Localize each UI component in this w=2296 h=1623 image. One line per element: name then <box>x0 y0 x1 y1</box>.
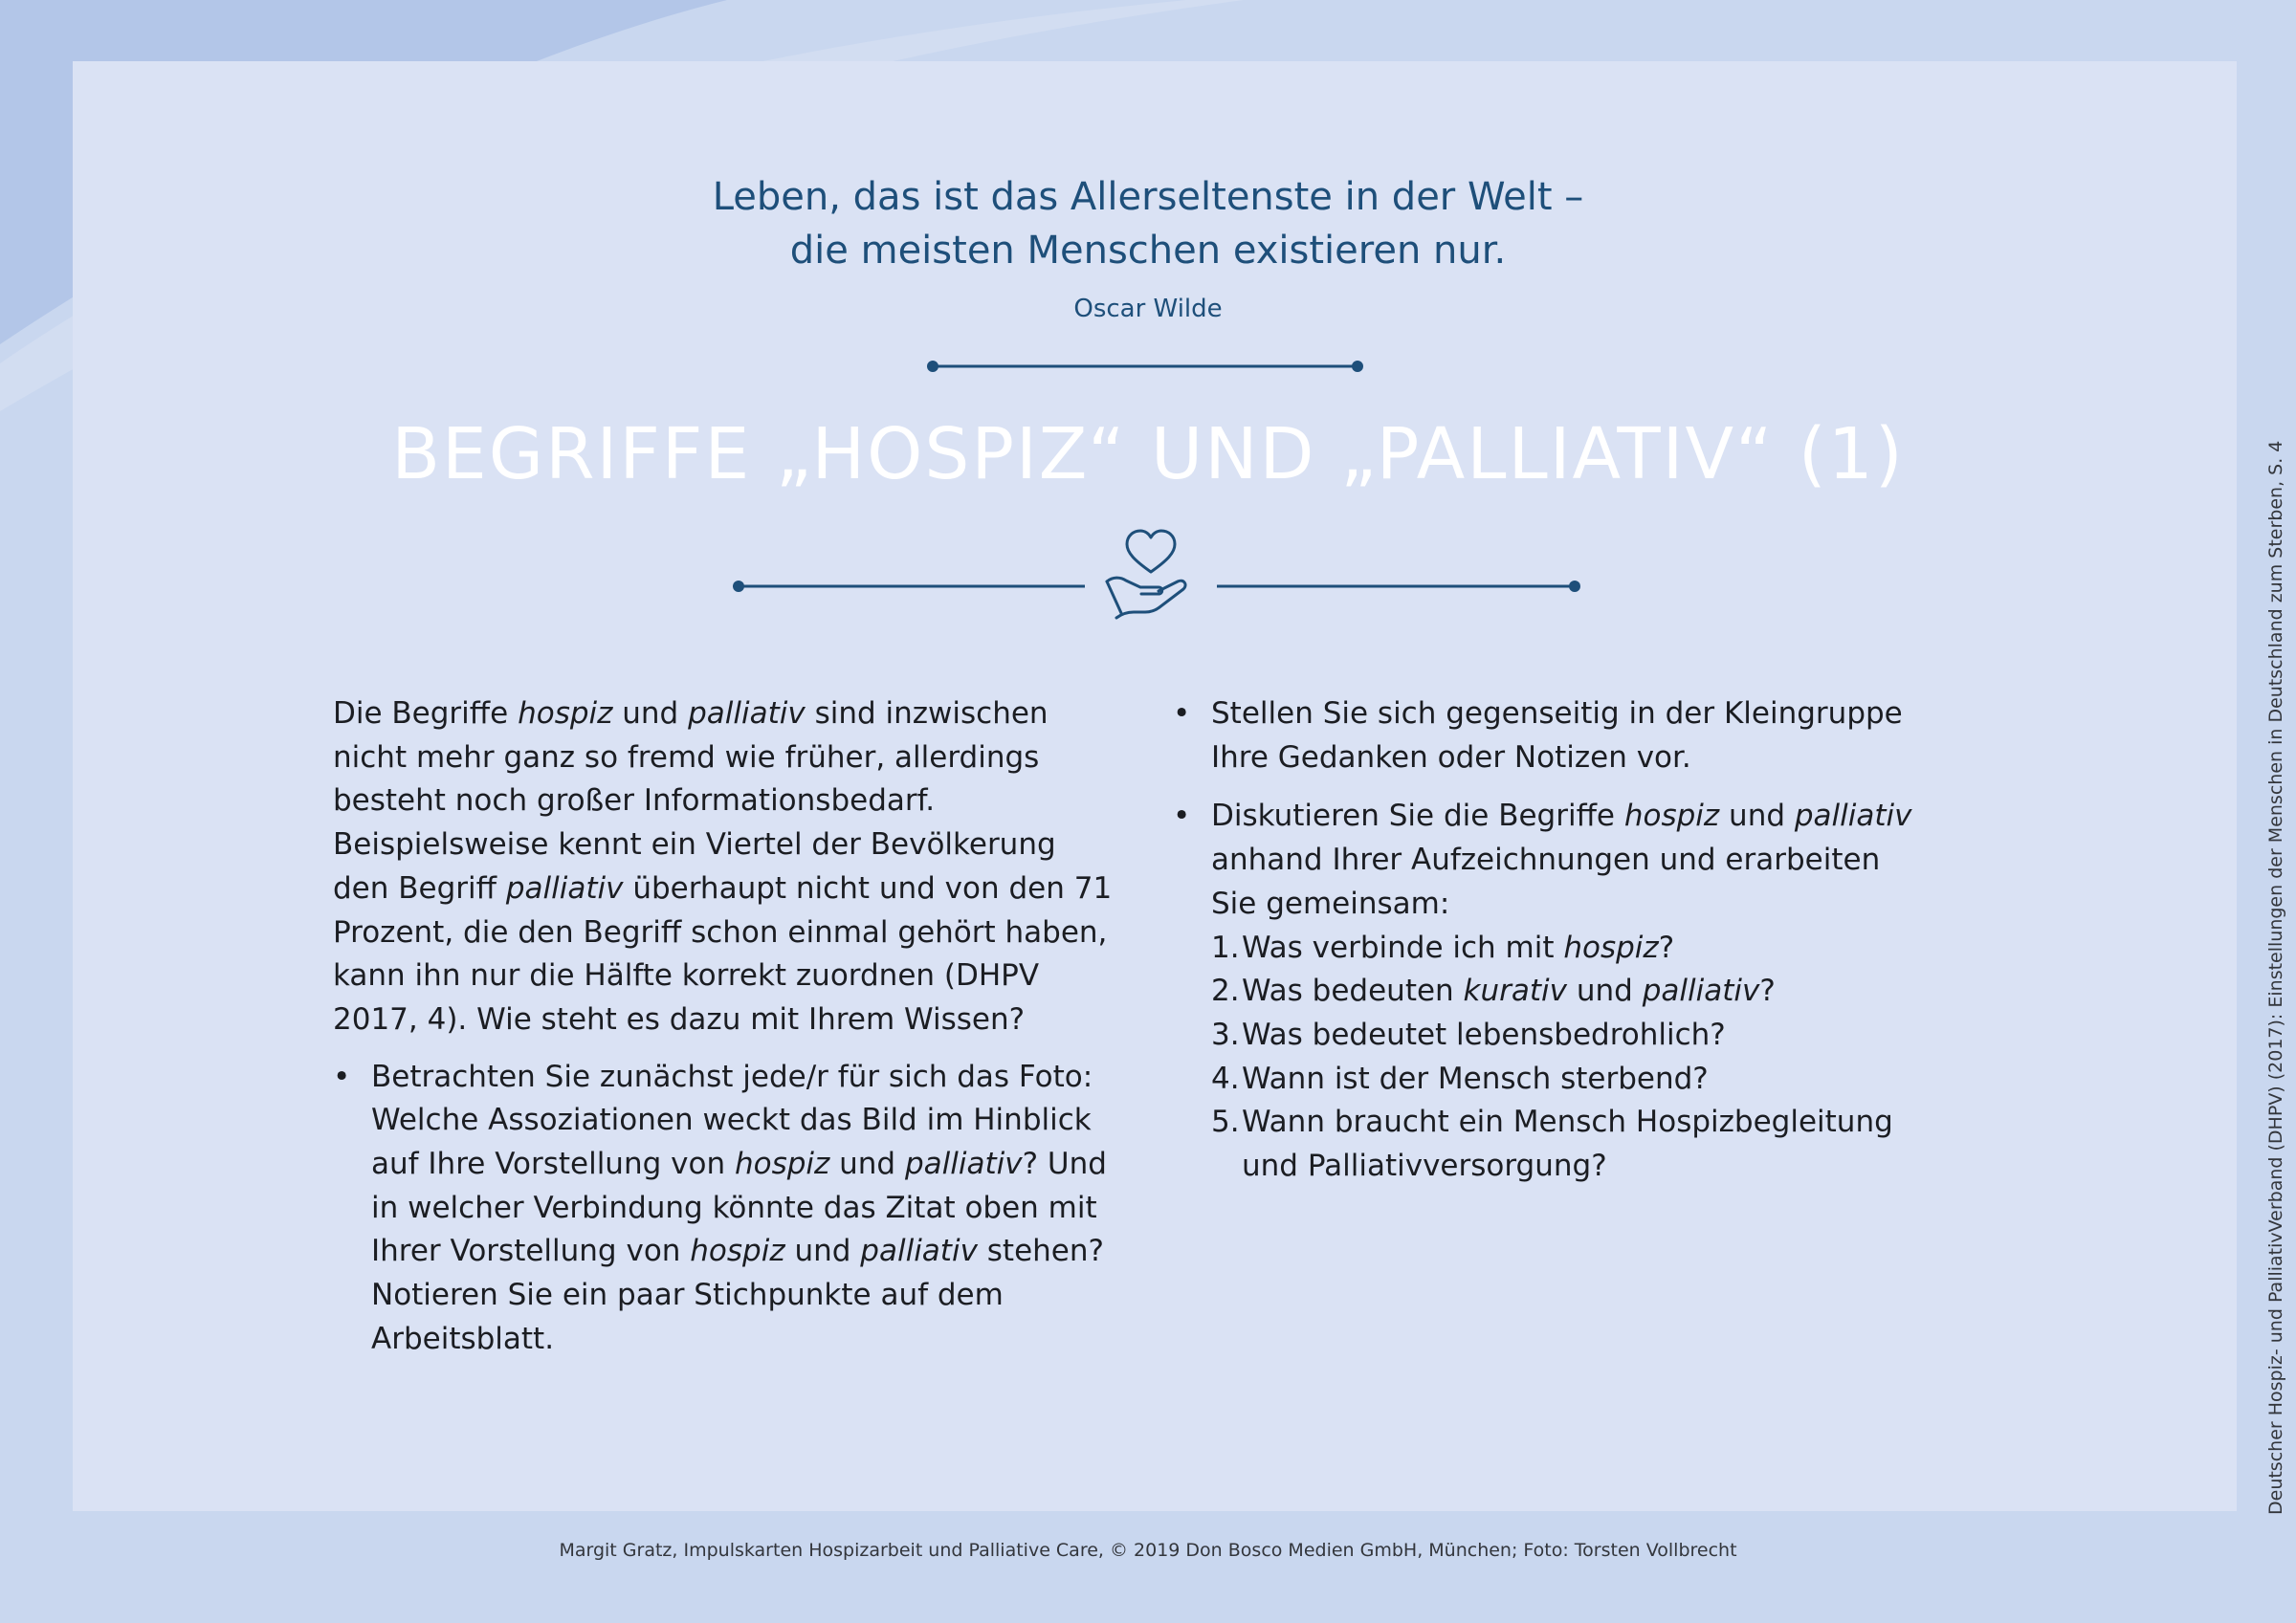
question-term: hospiz <box>1563 930 1659 965</box>
question-text: Was bedeutet lebensbedrohlich? <box>1242 1017 1726 1052</box>
question-item <box>1211 927 1929 971</box>
bullet-item-photo-task: • Betrachten Sie zunächst jede/r für sich das Foto: Welche Assoziationen weckt das Bild im Hinblick auf Ihre Vorstellung von hospiz und palliativ? Und in welcher Verbindung könnte das Zitat oben mit Ihrer Vorstellung von hospiz und palliativ stehen? Notieren Sie ein paar Stichpunkte auf dem Arbeitsblatt. <box>333 1056 1117 1362</box>
photo-task-term: hospiz <box>690 1234 785 1269</box>
question-term: kurativ <box>1463 974 1568 1009</box>
footer-credits: Margit Gratz, Impulskarten Hospizarbeit und Palliative Care, © 2019 Don Bosco Medien GmbH, München; Foto: Torsten Vollbrecht <box>559 1540 1737 1561</box>
question-number: 3. <box>1211 1017 1240 1052</box>
question-number: 1. <box>1211 930 1240 965</box>
intro-term: palliativ <box>688 696 806 731</box>
quote-author: Oscar Wilde <box>1073 295 1223 323</box>
question-item <box>1211 970 1929 1014</box>
bullet-item-discuss <box>1173 795 1929 1188</box>
question-text: Was verbinde ich mit hospiz? <box>1242 930 1675 965</box>
question-text: Wann ist der Mensch sterbend? <box>1242 1061 1709 1096</box>
discuss-term: hospiz <box>1623 799 1720 834</box>
bullet-item-share-notes: • Stellen Sie sich gegenseitig in der Kleingruppe Ihre Gedanken oder Notizen vor. <box>1173 692 1929 779</box>
question-text: Was bedeuten kurativ und palliativ? <box>1242 974 1776 1009</box>
question-text: Wann braucht ein Mensch Hospizbegleitung und Palliativversorgung? <box>1242 1105 1893 1184</box>
question-item <box>1211 1014 1929 1058</box>
page-title: BEGRIFFE „HOSPIZ“ UND „PALLIATIV“ (1) <box>391 413 1905 495</box>
question-number: 2. <box>1211 974 1240 1009</box>
title-divider <box>0 0 2296 669</box>
intro-term: palliativ <box>505 870 624 906</box>
quote-line-1: Leben, das ist das Allerseltenste in der Welt – <box>712 175 1584 219</box>
intro-paragraph: Die Begriffe hospiz und palliativ sind inzwischen nicht mehr ganz so fremd wie früher, allerdings besteht noch großer Informationsbedarf. Beispielsweise kennt ein Viertel der Bevölkerung den Begriff palliativ überhaupt nicht und von den 71 Prozent, die den Begriff schon einmal gehört haben, kann ihn nur die Hälfte korrekt zuordnen (DHPV 2017, 4). Wie steht es dazu mit Ihrem Wissen? <box>333 696 1113 1037</box>
photo-task-term: palliativ <box>904 1147 1023 1182</box>
discuss-text: • Diskutieren Sie die Begriffe hospiz und palliativ anhand Ihrer Aufzeichnungen und erarbeiten Sie gemeinsam: <box>1211 799 1912 921</box>
question-term: palliativ <box>1642 974 1760 1009</box>
question-item <box>1211 1101 1929 1188</box>
question-item <box>1211 1058 1929 1102</box>
photo-task-term: hospiz <box>734 1147 830 1182</box>
left-column <box>333 692 1117 1362</box>
intro-term: hospiz <box>518 696 613 731</box>
question-number: 5. <box>1211 1105 1240 1140</box>
question-list <box>1211 927 1929 1189</box>
right-column <box>1173 692 1929 1189</box>
discuss-term: palliativ <box>1794 799 1912 834</box>
quote-line-2: die meisten Menschen existieren nur. <box>789 229 1507 273</box>
heart-in-hand-icon <box>1107 531 1185 618</box>
photo-task-term: palliativ <box>860 1234 978 1269</box>
question-number: 4. <box>1211 1061 1240 1096</box>
source-citation: Deutscher Hospiz- und PalliativVerband (DHPV) (2017): Einstellungen der Menschen in Deutschland zum Sterben, S. 4 <box>2265 440 2286 1515</box>
